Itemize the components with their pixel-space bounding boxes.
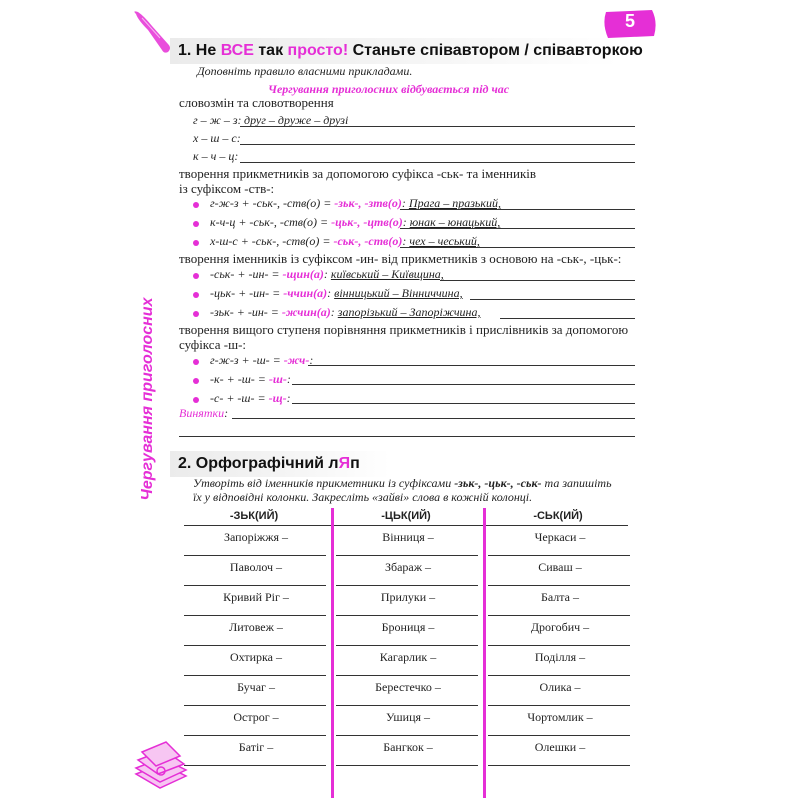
- answer-line[interactable]: [440, 280, 635, 281]
- rule-item: -к- + -ш- = -ш-:: [210, 372, 291, 386]
- answer-line[interactable]: [184, 675, 326, 676]
- word-item: Кривий Ріг –: [223, 590, 289, 604]
- column-separator: [331, 508, 334, 798]
- answer-line[interactable]: [240, 162, 635, 163]
- word-item: Олешки –: [534, 740, 586, 754]
- word-item: Прилуки –: [380, 590, 436, 604]
- answer-line[interactable]: [336, 555, 478, 556]
- rule-item: -цьк- + -ин- = -ччин(а): вінницький – Вінниччина,: [210, 286, 463, 300]
- column-separator: [483, 508, 486, 798]
- word-item: Вінниця –: [382, 530, 434, 544]
- bullet-icon: [193, 397, 199, 403]
- rule4-heading: творення вищого ступеня порівняння прикметників і прислівників за допомогою: [179, 322, 629, 337]
- word-item: Кагарлик –: [379, 650, 437, 664]
- word-item: Бангкок –: [383, 740, 433, 754]
- rule1-label: г – ж – з:: [193, 113, 242, 127]
- answer-line[interactable]: [184, 585, 326, 586]
- answer-line[interactable]: [184, 735, 326, 736]
- word-item: Охтирка –: [229, 650, 282, 664]
- section2-instruction: їх у відповідні колонки. Закресліть «зайві» слова в кожній колонці.: [193, 490, 533, 504]
- word-item: Поділля –: [534, 650, 586, 664]
- word-item: Бучаг –: [237, 680, 275, 694]
- section2-title: 2. Орфографічний лЯп: [178, 455, 360, 472]
- rule1-label: х – ш – с:: [193, 131, 241, 145]
- answer-line[interactable]: [292, 384, 635, 385]
- word-item: Острог –: [233, 710, 279, 724]
- section1-instruction: Доповніть правило власними прикладами.: [197, 64, 413, 78]
- answer-line[interactable]: [336, 765, 478, 766]
- rule-item: -ськ- + -ин- = -щин(а): київський – Київщина,: [210, 267, 444, 281]
- answer-line[interactable]: [488, 555, 630, 556]
- word-item: Ушиця –: [385, 710, 431, 724]
- rule-item: -зьк- + -ин- = -жчин(а): запорізький – Запоріжчина,: [210, 305, 481, 319]
- rule3-heading: творення іменників із суфіксом -ин- від прикметників з основою на -ськ-, -цьк-:: [179, 251, 622, 266]
- word-item: Батіг –: [238, 740, 274, 754]
- answer-line[interactable]: [488, 675, 630, 676]
- word-item: Черкаси –: [534, 530, 586, 544]
- rule2-heading: творення прикметників за допомогою суфікса -ськ- та іменників: [179, 166, 537, 181]
- word-item: Чортомлик –: [527, 710, 593, 724]
- answer-line[interactable]: [184, 615, 326, 616]
- answer-line[interactable]: [400, 228, 635, 229]
- rule2-heading: із суфіксом -ств-:: [179, 181, 275, 196]
- word-item: Дрогобич –: [530, 620, 590, 634]
- answer-line[interactable]: [336, 675, 478, 676]
- rule4-heading: суфікса -ш-:: [179, 337, 247, 352]
- answer-line[interactable]: [488, 735, 630, 736]
- rule-item: г-ж-з + -ш- = -жч-:: [210, 353, 314, 367]
- bullet-icon: [193, 202, 199, 208]
- answer-line[interactable]: [184, 645, 326, 646]
- answer-line[interactable]: [500, 318, 635, 319]
- word-item: Збараж –: [384, 560, 432, 574]
- answer-line[interactable]: [232, 418, 635, 419]
- bullet-icon: [193, 311, 199, 317]
- answer-line[interactable]: [179, 436, 635, 437]
- answer-line[interactable]: [292, 403, 635, 404]
- answer-line[interactable]: [400, 209, 635, 210]
- answer-line[interactable]: [336, 645, 478, 646]
- word-item: Паволоч –: [229, 560, 283, 574]
- rule-item: -с- + -ш- = -щ-:: [210, 391, 291, 405]
- answer-line[interactable]: [184, 765, 326, 766]
- rule1-label: к – ч – ц:: [193, 149, 239, 163]
- column-header: -ЦЬК(ИЙ): [381, 510, 431, 522]
- exceptions-label: Винятки:: [179, 406, 229, 420]
- section1-subheading: Чергування приголосних відбувається під час: [268, 82, 510, 96]
- answer-line[interactable]: [488, 585, 630, 586]
- answer-line[interactable]: [470, 299, 635, 300]
- page-number: 5: [624, 11, 635, 31]
- word-item: Литовеж –: [229, 620, 283, 634]
- word-item: Олика –: [539, 680, 581, 694]
- bullet-icon: [193, 359, 199, 365]
- answer-line[interactable]: [336, 705, 478, 706]
- word-item: Запоріжжя –: [223, 530, 289, 544]
- answer-line[interactable]: [240, 126, 635, 127]
- rule-item: х-ш-с + -ськ-, -ств(о) = -ськ-, -ств(о): чех – чеський,: [210, 234, 480, 248]
- answer-line[interactable]: [336, 735, 478, 736]
- section1-title: 1. Не ВСЕ так просто! Станьте співавтором / співавторкою: [178, 42, 643, 59]
- bullet-icon: [193, 240, 199, 246]
- answer-line[interactable]: [400, 247, 635, 248]
- column-header: -ЗЬК(ИЙ): [229, 510, 279, 522]
- answer-line[interactable]: [336, 615, 478, 616]
- word-item: Брониця –: [381, 620, 435, 634]
- side-label: Чергування приголосних: [139, 297, 156, 501]
- answer-line[interactable]: [488, 645, 630, 646]
- answer-line[interactable]: [308, 365, 635, 366]
- bullet-icon: [193, 292, 199, 298]
- answer-line[interactable]: [240, 144, 635, 145]
- rule1-heading: словозмін та словотворення: [179, 95, 334, 110]
- answer-line[interactable]: [488, 705, 630, 706]
- rule-item: г-ж-з + -ськ-, -ств(о) = -зьк-, -зтв(о): Прага – празький,: [210, 196, 502, 210]
- answer-line[interactable]: [184, 555, 326, 556]
- bullet-icon: [193, 221, 199, 227]
- column-header: -СЬК(ИЙ): [533, 510, 583, 522]
- answer-line[interactable]: [184, 705, 326, 706]
- bullet-icon: [193, 273, 199, 279]
- header-rule: [184, 525, 628, 526]
- bullet-icon: [193, 378, 199, 384]
- money-stack-icon: [132, 738, 190, 796]
- answer-line[interactable]: [488, 615, 630, 616]
- word-item: Балта –: [540, 590, 580, 604]
- rule1-example: друг – друже – друзі: [244, 113, 349, 127]
- rule-item: к-ч-ц + -ськ-, -ств(о) = -цьк-, -цтв(о): юнак – юнацький,: [210, 215, 501, 229]
- answer-line[interactable]: [488, 765, 630, 766]
- section2-instruction: Утворіть від іменників прикметники із суфіксами -зьк-, -цьк-, -ськ- та запишіть: [193, 476, 612, 490]
- answer-line[interactable]: [336, 585, 478, 586]
- word-item: Сиваш –: [538, 560, 582, 574]
- word-item: Берестечко –: [375, 680, 441, 694]
